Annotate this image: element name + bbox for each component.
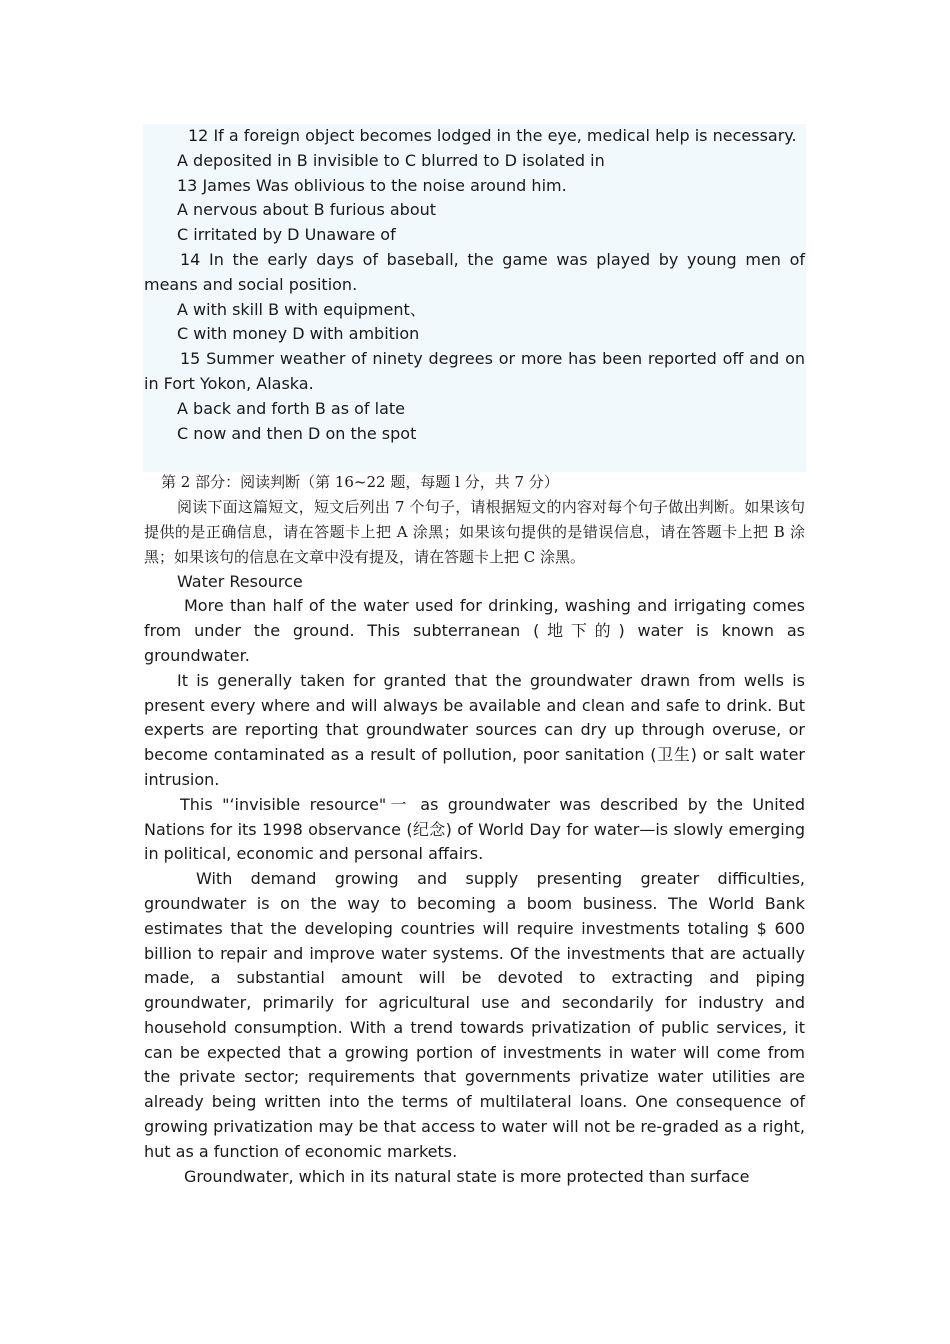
question-15-options-c-d: C now and then D on the spot	[177, 423, 417, 443]
passage-paragraph-1: More than half of the water used for drinking, washing and irrigating comes from under the ground. This subterranean (地下的) water is known as groundwater.	[144, 596, 805, 665]
part2-heading: 第 2 部分：阅读判断（第 16~22 题，每题 l 分，共 7 分）	[161, 473, 559, 492]
question-13-options-a-b: A nervous about B furious about	[177, 200, 437, 220]
document-content	[144, 124, 805, 1189]
question-14-options-a-b: A with skill B with equipment、	[177, 299, 426, 319]
question-12: 12 If a foreign object becomes lodged in the eye, medical help is necessary.	[188, 126, 797, 145]
question-14: 14 In the early days of baseball, the game was played by young men of means and social position.	[144, 249, 805, 294]
question-12-options: A deposited in B invisible to C blurred to D isolated in	[177, 150, 605, 170]
passage-paragraph-3: This "‘invisible resource"一 as groundwater was described by the United Nations for its 1998 observance (纪念) of World Day for water—is slowly emerging in political, economic and personal affairs.	[144, 794, 805, 864]
passage-paragraph-5: Groundwater, which in its natural state is more protected than surface	[184, 1166, 750, 1186]
question-15-options-a-b: A back and forth B as of late	[177, 398, 405, 418]
section-gap	[144, 446, 805, 470]
question-14-options-c-d: C with money D with ambition	[177, 324, 420, 344]
passage-title: Water Resource	[177, 571, 303, 591]
question-15: 15 Summer weather of ninety degrees or more has been reported off and on in Fort Yokon, Alaska.	[144, 349, 805, 393]
question-13: 13 James Was oblivious to the noise around him.	[177, 175, 567, 195]
question-13-options-c-d: C irritated by D Unaware of	[177, 225, 396, 245]
passage-paragraph-2: It is generally taken for granted that the groundwater drawn from wells is present every where and will always be available and clean and safe to drink. But experts are reporting that groundwater sources can dry up through overuse, or become contaminated as a result of pollution, poor sanitation (卫生) or salt water intrusion.	[144, 670, 805, 789]
passage-paragraph-4: With demand growing and supply presenting greater difficulties, groundwater is on the way to becoming a boom business. The World Bank estimates that the developing countries will require investments totaling $ 600 billion to repair and improve water systems. Of the investments that are actually made, a substantial amount will be devoted to extracting and piping groundwater, primarily for agricultural use and secondarily for industry and household consumption. With a trend towards privatization of public services, it can be expected that a growing portion of investments in water will come from the private sector; requirements that governments privatize water utilities are already being written into the terms of multilateral loans. One consequence of growing privatization may be that access to water will not be re-graded as a right, hut as a function of economic markets.	[144, 869, 805, 1161]
part2-instructions: 阅读下面这篇短文，短文后列出 7 个句子，请根据短文的内容对每个句子做出判断。如果该句提供的是正确信息，请在答题卡上把 A 涂黑；如果该句提供的是错误信息，请在答题卡上把 B 涂黑；如果该句的信息在文章中没有提及，请在答题卡上把 C 涂黑。	[144, 498, 805, 566]
